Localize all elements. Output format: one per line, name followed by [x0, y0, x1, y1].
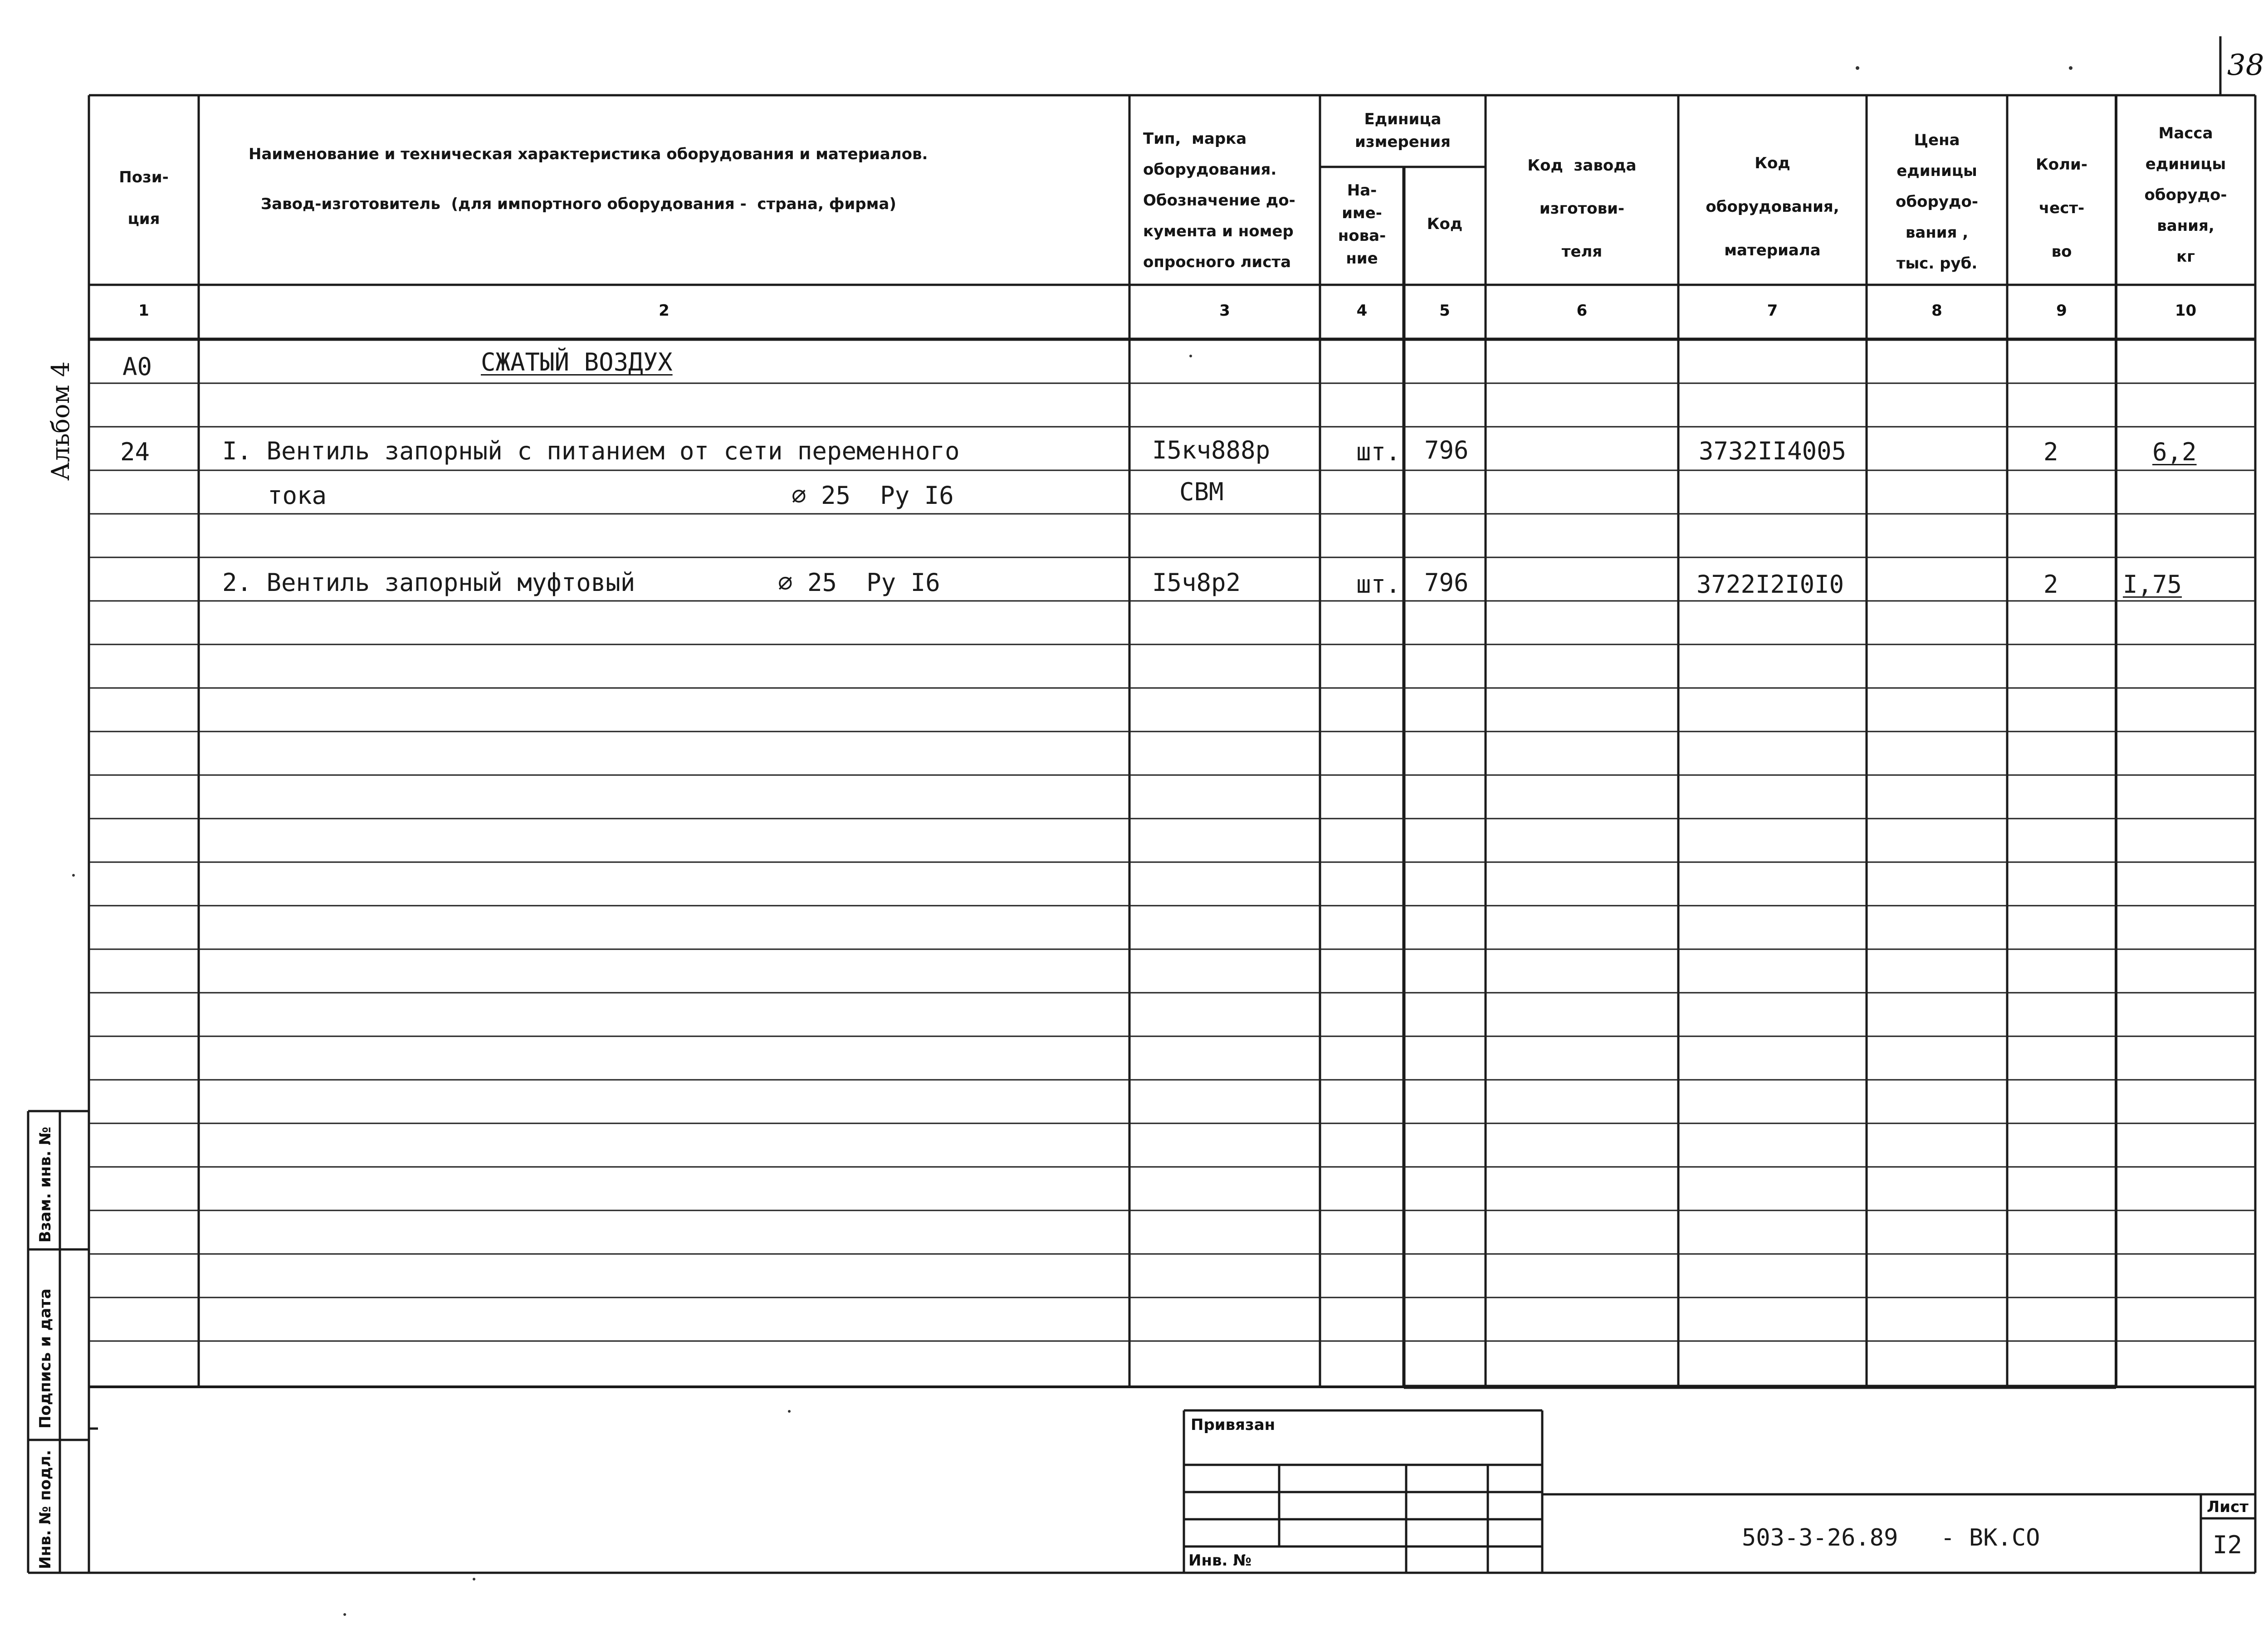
header-unit: Единица измерения: [1355, 110, 1451, 151]
item1-equipment-code: 3732II4005: [1699, 437, 1847, 465]
item1-type-line2: СВМ: [1179, 478, 1224, 506]
col-number-8: 8: [1931, 302, 1942, 320]
header-equipment-code: Код оборудования, материала: [1706, 154, 1839, 259]
header-unit-mass: Масса единицы оборудо- вания, кг: [2144, 124, 2227, 266]
document-code: 503-3-26.89 - ВК.СО: [1742, 1524, 2040, 1551]
item2-unit-code: 796: [1424, 568, 1469, 597]
item1-quantity: 2: [2043, 438, 2058, 466]
stamp-inv-no-podl: Инв. № подл.: [36, 1449, 54, 1569]
item1-spec: ∅ 25 Ру I6: [792, 481, 954, 510]
col-number-1: 1: [138, 302, 149, 320]
item1-type-line1: I5кч888р: [1152, 436, 1271, 464]
item2-mass: I,75: [2123, 570, 2182, 599]
header-unit-code: Код: [1427, 215, 1463, 233]
header-type-mark: Тип, марка оборудования. Обозначение до- кумента и номер опросного листа: [1143, 130, 1295, 271]
sheet-number: I2: [2213, 1531, 2243, 1559]
section-position: А0: [122, 352, 152, 381]
col-number-3: 3: [1219, 302, 1230, 320]
header-name-line1: Наименование и техническая характеристика оборудования и материалов.: [249, 145, 928, 163]
page-number: 38: [2227, 49, 2264, 82]
col-number-7: 7: [1767, 302, 1778, 320]
item2-quantity: 2: [2043, 570, 2058, 599]
header-position: Пози- ция: [119, 168, 169, 228]
item1-name-line1: I. Вентиль запорный с питанием от сети переменного: [222, 437, 960, 465]
col-number-2: 2: [659, 302, 670, 320]
title-block-privyazan: Привязан: [1191, 1416, 1276, 1434]
section-title: СЖАТЫЙ ВОЗДУХ: [481, 348, 673, 376]
title-block-inv-no: Инв. №: [1188, 1551, 1252, 1570]
col-number-5: 5: [1439, 302, 1450, 320]
header-name-line2: Завод-изготовитель (для импортного оборудования - страна, фирма): [261, 195, 896, 213]
item1-name-line2: тока: [268, 481, 327, 510]
col-number-6: 6: [1576, 302, 1588, 320]
header-plant-code: Код завода изготови- теля: [1527, 156, 1637, 261]
sheet-label: Лист: [2207, 1498, 2248, 1516]
header-unit-name: На- име- нова- ние: [1338, 181, 1386, 268]
col-number-4: 4: [1356, 302, 1368, 320]
item2-name: 2. Вентиль запорный муфтовый: [222, 568, 635, 597]
item2-unit: шт.: [1356, 570, 1401, 599]
item2-spec: ∅ 25 Ру I6: [778, 568, 940, 597]
item2-type: I5ч8р2: [1152, 568, 1241, 597]
header-quantity: Коли- чест- во: [2036, 156, 2087, 261]
stamp-replaced-inv: Взам. инв. №: [36, 1127, 54, 1243]
item2-equipment-code: 3722I2I0I0: [1696, 570, 1844, 599]
album-label: Альбом 4: [46, 361, 75, 481]
col-number-9: 9: [2056, 302, 2067, 320]
item1-unit: шт.: [1356, 438, 1401, 466]
col-number-10: 10: [2175, 302, 2197, 320]
item1-position: 24: [120, 438, 150, 466]
item1-mass: 6,2: [2152, 438, 2197, 466]
header-unit-price: Цена единицы оборудо- вания , тыс. руб.: [1896, 131, 1978, 273]
item1-unit-code: 796: [1424, 436, 1469, 464]
stamp-signature-date: Подпись и дата: [36, 1288, 54, 1429]
